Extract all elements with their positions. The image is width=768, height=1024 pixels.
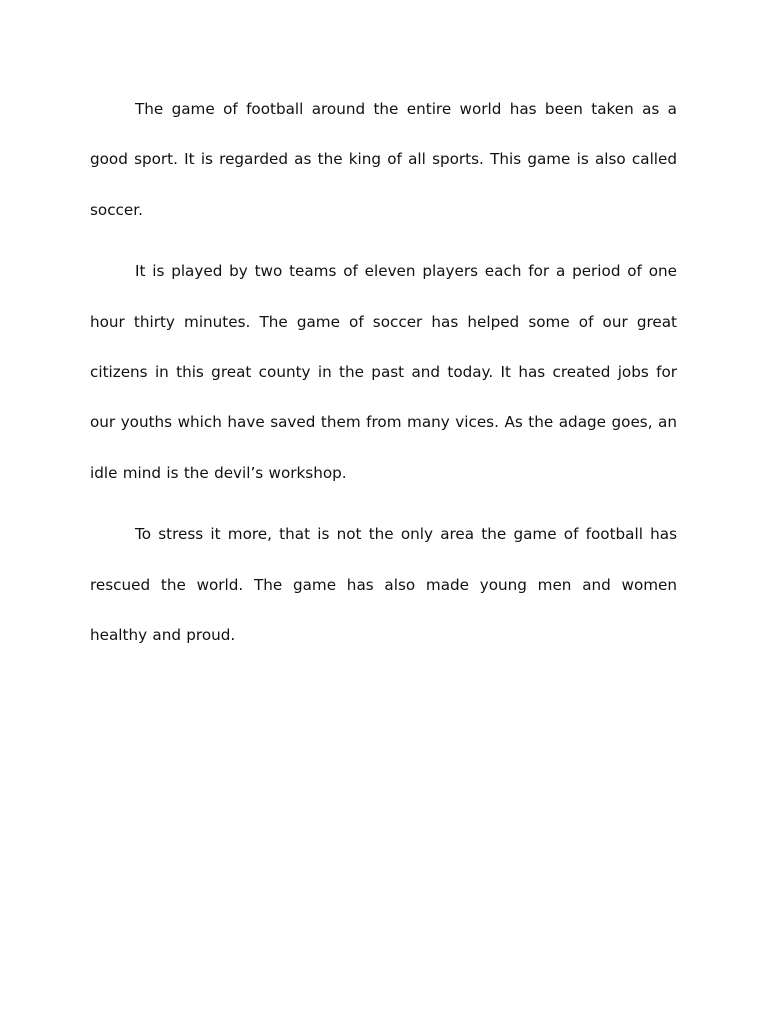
paragraph-2: It is played by two teams of eleven players each for a period of one hour thirty minutes. The game of soccer has helped some of our great citizens in this great county in the past and today. It has created jobs for our youths which have saved them from many vices. As the adage goes, an idle mind is the devil’s workshop. — [90, 262, 677, 482]
paragraph-3: To stress it more, that is not the only area the game of football has rescued the world. The game has also made young men and women healthy and proud. — [90, 525, 677, 645]
document-body — [90, 84, 677, 660]
paragraph-1: The game of football around the entire world has been taken as a good sport. It is regarded as the king of all sports. This game is also called soccer. — [90, 100, 677, 219]
